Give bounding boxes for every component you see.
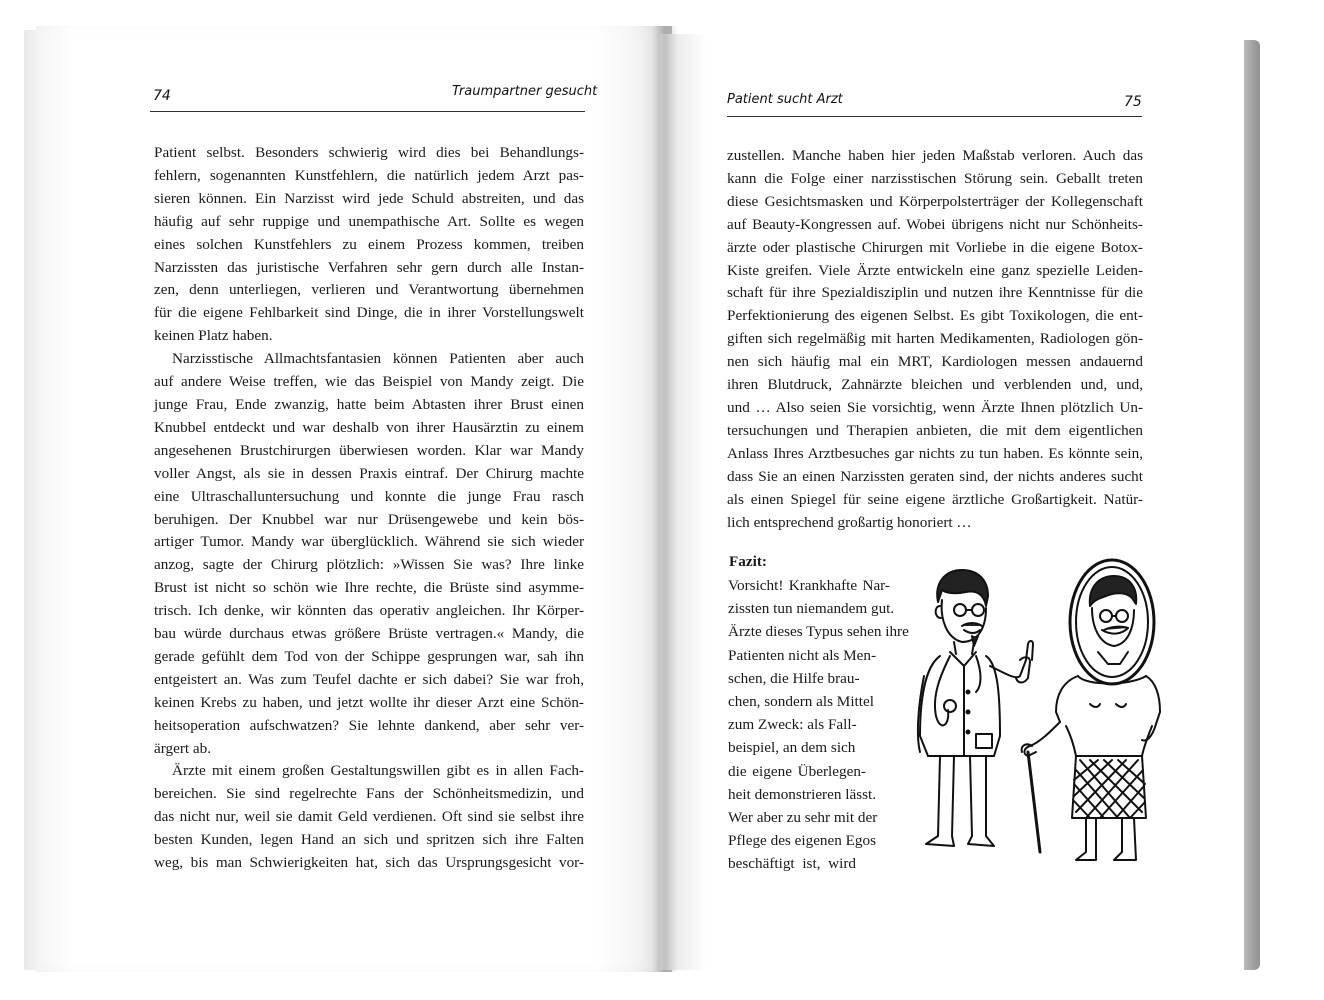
fazit-text bbox=[728, 574, 909, 876]
text-line: dass Sie an einen Narzissten geraten sind, der nichts anderes sucht bbox=[727, 467, 1143, 485]
left-running-head: Traumpartner gesucht bbox=[452, 84, 598, 99]
text-line: als einen Spiegel für seine eigene ärztliche Großartigkeit. Natür- bbox=[727, 490, 1143, 508]
text-line: für die eigene Fehlbarkeit sind Dinge, die in ihrer Vorstellungswelt bbox=[154, 304, 584, 322]
text-line: giften sich regelmäßig mit harten Medikamenten, Radiologen gön- bbox=[727, 330, 1143, 348]
text-line: zen, denn unterliegen, verlieren und Verantwortung übernehmen bbox=[154, 281, 584, 299]
fazit-line: Ärzte dieses Typus sehen ihre bbox=[728, 623, 909, 641]
text-line: entgeistert an. Was zum Teufel dachte er sich dabei? Sie war froh, bbox=[154, 670, 584, 688]
doctor-and-patient-with-mirror-icon bbox=[890, 556, 1166, 872]
text-line: sieren können. Ein Narzisst wird jede Schuld abstreiten, und das bbox=[154, 189, 584, 207]
text-line: keinen Krebs zu haben, und jetzt wollte ihr dieser Arzt eine Schön- bbox=[154, 693, 584, 711]
fazit-line: die eigene Überlegen- bbox=[728, 762, 866, 780]
text-line: lich entsprechend großartig honoriert … bbox=[727, 513, 972, 531]
text-line: Brust ist nicht so schön wie Ihre rechte, die Brüste sind asymme- bbox=[154, 579, 584, 597]
text-line: gerade gefühlt dem Tod von der Schippe gesprungen war, sah ihn bbox=[154, 647, 584, 665]
text-line: fehlern, sogenannten Kunstfehlern, die natürlich jedem Arzt pas- bbox=[154, 166, 584, 184]
text-line: Knubbel entdeckt und war deshalb von ihrer Hausärztin zu einem bbox=[154, 418, 584, 436]
mirror bbox=[1070, 560, 1154, 684]
text-line: Kiste greifen. Viele Ärzte entwickeln eine ganz spezielle Leiden- bbox=[727, 261, 1143, 279]
text-line: kann die Folge einer narzisstischen Störung sein. Geballt treten bbox=[727, 169, 1143, 187]
left-page-number: 74 bbox=[153, 88, 171, 104]
text-line: ärgert ab. bbox=[154, 739, 212, 757]
book-gutter bbox=[652, 26, 678, 972]
text-line: heitsoperation aufschwatzen? Sie lehnte dankend, aber sehr ver- bbox=[154, 716, 584, 734]
fazit-line: heit demonstrieren lässt. bbox=[728, 785, 877, 803]
fazit-line: Wer aber zu sehr mit der bbox=[728, 809, 878, 827]
text-line: schaft für ihre Spezialdisziplin und nutzen ihre Kenntnisse für die bbox=[727, 284, 1143, 302]
text-line: das nicht nur, weil sie damit Geld verdienen. Oft sind sie selbst ihre bbox=[154, 808, 584, 826]
text-line: und … Also seien Sie vorsichtig, wenn Ärzte Ihnen plötzlich Un- bbox=[727, 398, 1143, 416]
text-line: ihren Blutdruck, Zahnärzte bleichen und verblenden und, und, bbox=[727, 376, 1143, 394]
doctor-figure bbox=[918, 570, 1033, 846]
fazit-line: beispiel, an dem sich bbox=[728, 739, 856, 757]
text-line: diese Gesichtsmasken und Körperpolsterträger der Kollegenschaft bbox=[727, 192, 1143, 210]
right-running-head: Patient sucht Arzt bbox=[727, 92, 843, 107]
text-line: trisch. Ich denke, wir könnten das operativ angleichen. Ihr Körper- bbox=[154, 602, 584, 620]
right-body-text bbox=[727, 145, 1143, 534]
fazit-line: beschäftigt ist, wird bbox=[728, 855, 856, 873]
text-line: artiger Tumor. Mandy war überglücklich. Während sie sich wieder bbox=[154, 533, 584, 551]
fazit-line: Vorsicht! Krankhafte Nar- bbox=[728, 577, 890, 594]
text-line: Ärzte mit einem großen Gestaltungswillen gibt es in allen Fach- bbox=[172, 762, 584, 780]
text-line: nen sich häufig mal ein MRT, Kardiologen messen andauernd bbox=[727, 353, 1143, 371]
text-line: Perfektionierung des eigenen Selbst. Es gibt Toxikologen, die ent- bbox=[727, 307, 1143, 325]
text-line: häufig auf sehr ruppige und unempathische Art. Sollte es wegen bbox=[154, 212, 584, 230]
text-line: junge Frau, Ende zwanzig, hatte beim Abtasten ihrer Brust einen bbox=[154, 395, 584, 413]
left-head-rule bbox=[150, 111, 585, 112]
text-line: Anlass Ihres Arztbesuches gar nichts zu tun haben. Es könnte sein, bbox=[727, 444, 1143, 462]
right-head-rule bbox=[727, 116, 1142, 117]
right-page-number: 75 bbox=[1124, 94, 1142, 110]
text-line: ärzte oder plastische Chirurgen mit Vorliebe in die eigene Botox- bbox=[727, 238, 1143, 256]
text-line: tersuchungen und Therapien anbieten, die mit dem eigentlichen bbox=[727, 421, 1143, 439]
text-line: eines solchen Kunstfehlers zu einem Prozess kommen, treiben bbox=[154, 235, 584, 253]
text-line: voller Angst, als sie in dessen Praxis eintraf. Der Chirurg machte bbox=[154, 464, 584, 482]
fazit-line: Pflege des eigenen Egos bbox=[728, 832, 877, 850]
left-body-text bbox=[154, 142, 584, 875]
fazit-line: chen, sondern als Mittel bbox=[728, 693, 874, 711]
text-line: Patient selbst. Besonders schwierig wird dies bei Behandlungs- bbox=[154, 144, 584, 161]
fazit-heading: Fazit: bbox=[729, 553, 767, 570]
text-line: auf Beauty-Kongressen auf. Wobei übrigens nicht nur Schönheits- bbox=[727, 215, 1143, 233]
text-line: keinen Platz haben. bbox=[154, 327, 273, 345]
text-line: bau würde durchaus etwas größere Brüste vertragen.« Mandy, die bbox=[154, 625, 584, 643]
text-line: anzog, sagte der Chirurg plötzlich: »Wissen Sie was? Ihre linke bbox=[154, 556, 584, 574]
text-line: Narzisstische Allmachtsfantasien können Patienten aber auch bbox=[172, 350, 584, 368]
text-line: zustellen. Manche haben hier jeden Maßstab verloren. Auch das bbox=[727, 147, 1143, 164]
fazit-line: Patienten nicht als Men- bbox=[728, 646, 877, 664]
text-line: besten Kunden, legen Hand an sich und spritzen sich ihre Falten bbox=[154, 831, 584, 849]
text-line: beruhigen. Der Knubbel war nur Drüsengewebe und kein bös- bbox=[154, 510, 584, 528]
text-line: Narzissten das juristische Verfahren sehr gern durch alle Instan- bbox=[154, 258, 584, 276]
fazit-line: zissten tun niemandem gut. bbox=[728, 600, 895, 618]
text-line: auf andere Weise treffen, wie das Beispiel von Mandy zeigt. Die bbox=[154, 373, 584, 391]
text-line: weg, bis man Schwierigkeiten hat, sich das Ursprungsgesicht vor- bbox=[154, 854, 584, 872]
fazit-line: zum Zweck: als Fall- bbox=[728, 716, 857, 734]
text-line: angesehenen Brustchirurgen überwiesen worden. Klar war Mandy bbox=[154, 441, 584, 459]
patient-figure bbox=[1022, 676, 1160, 860]
text-line: eine Ultraschalluntersuchung und konnte die junge Frau rasch bbox=[154, 487, 584, 505]
text-line: bereichen. Sie sind regelrechte Fans der Schönheitsmedizin, und bbox=[154, 785, 584, 803]
fazit-line: schen, die Hilfe brau- bbox=[728, 669, 860, 687]
